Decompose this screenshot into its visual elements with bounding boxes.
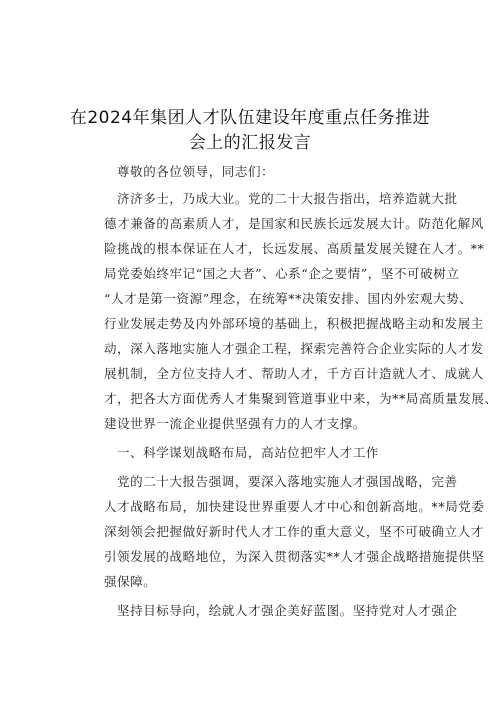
body-line: 才，把各大方面优秀人才集聚到管道事业中来，为**局高质量发展、	[104, 391, 498, 406]
body-line: 党的二十大报告强调，要深入落地实施人才强国战略，完善	[117, 474, 458, 489]
document-title-line-2: 会上的汇报发言	[188, 133, 312, 153]
body-line: 建设世界一流企业提供坚强有力的人才支撑。	[104, 416, 367, 431]
body-line: 德才兼备的高素质人才，是国家和民族长远发展大计。防范化解风	[104, 216, 484, 231]
body-line: 险挑战的根本保证在人才，长远发展、高质量发展关键在人才。**	[104, 241, 485, 256]
body-line: 展机制，全方位支持人才、帮助人才，千方百计造就人才、成就人	[104, 366, 484, 381]
body-line: 强保障。	[104, 574, 157, 589]
salutation: 尊敬的各位领导，同志们：	[117, 164, 275, 179]
section-heading: 一、科学谋划战略布局，高站位把牢人才工作	[117, 445, 380, 460]
body-line: 局党委始终牢记“国之大者”、心系“企之要情”，坚不可破树立	[104, 266, 460, 281]
body-line: 引领发展的战略地位，为深入贯彻落实**人才强企战略措施提供坚	[104, 549, 485, 564]
body-line: “人才是第一资源”理念，在统筹**决策安排、国内外宏观大势、	[104, 291, 473, 306]
body-line: 人才战略布局，加快建设世界重要人才中心和创新高地。**局党委	[104, 499, 485, 514]
body-line: 坚持目标导向，绘就人才强企美好蓝图。坚持党对人才强企	[117, 603, 458, 618]
body-line: 深刻领会把握做好新时代人才工作的重大意义，坚不可破确立人才	[104, 524, 484, 539]
body-line: 济济多士，乃成大业。党的二十大报告指出，培养造就大批	[117, 191, 458, 206]
body-line: 行业发展走势及内外部环境的基础上，积极把握战略主动和发展主	[104, 316, 484, 331]
body-line: 动，深入落地实施人才强企工程，探索完善符合企业实际的人才发	[104, 341, 484, 356]
document-title-line-1: 在2024年集团人才队伍建设年度重点任务推进	[69, 108, 431, 128]
